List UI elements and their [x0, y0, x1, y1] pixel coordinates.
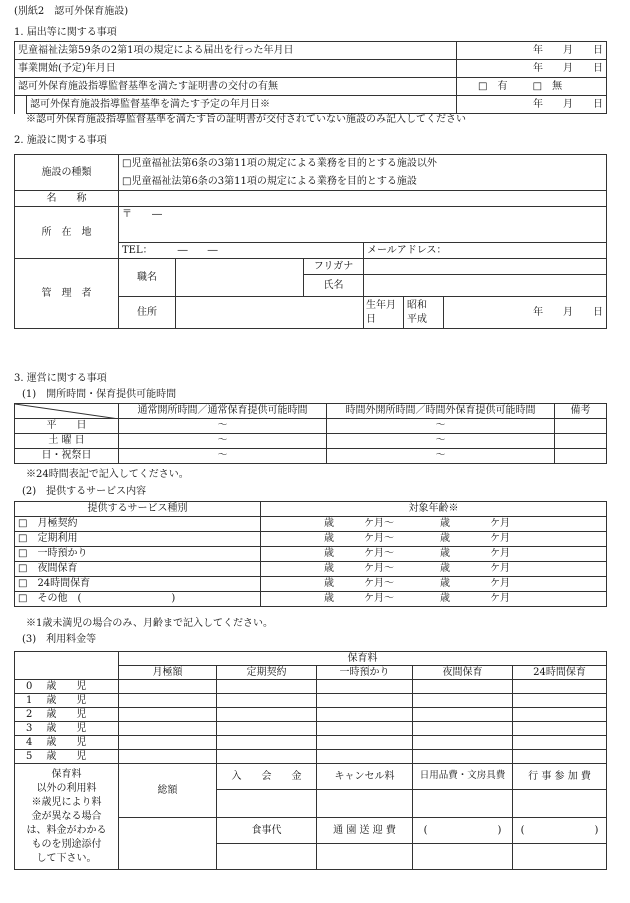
fee-cell[interactable] — [217, 736, 317, 750]
hours-remarks-field[interactable] — [555, 419, 607, 434]
facility-name-field[interactable] — [119, 191, 607, 207]
hours-note: ※24時間表記で記入してください。 — [26, 469, 189, 480]
bus-fee-label: 通 園 送 迎 費 — [317, 818, 413, 844]
services-table — [14, 501, 607, 607]
fee-cell[interactable] — [317, 708, 413, 722]
fees-col-monthly: 月極額 — [119, 666, 217, 680]
fees-title: (3) 利用料金等 — [22, 634, 97, 645]
fees-header: 保育料 — [119, 652, 607, 666]
services-title: (2) 提供するサービス内容 — [22, 486, 147, 497]
planned-date-field[interactable]: 年 月 日 — [457, 96, 607, 114]
age-from: 歳 ケ月～ — [324, 578, 394, 590]
services-col-type: 提供するサービス種別 — [15, 502, 261, 517]
service-age-field[interactable] — [261, 532, 607, 547]
hours-extra-field[interactable]: ～ — [327, 419, 555, 434]
position-field[interactable] — [176, 259, 304, 297]
furigana-field[interactable] — [364, 259, 607, 275]
total-label: 総額 — [119, 764, 217, 818]
fees-col-night: 夜間保育 — [413, 666, 513, 680]
fees-col-temporary: 一時預かり — [317, 666, 413, 680]
section2-table — [14, 154, 607, 329]
total-field[interactable] — [119, 818, 217, 870]
service-regular-checkbox[interactable]: □ 定期利用 — [15, 532, 261, 547]
service-24h-checkbox[interactable]: □ 24時間保育 — [15, 577, 261, 592]
service-monthly-checkbox[interactable]: □ 月極契約 — [15, 517, 261, 532]
service-age-field[interactable] — [261, 547, 607, 562]
age-from: 歳 ケ月～ — [324, 518, 394, 530]
person-name-field[interactable] — [364, 275, 607, 297]
start-date-label: 事業開始(予定)年月日 — [15, 60, 457, 78]
section1-title: 1. 届出等に関する事項 — [14, 27, 117, 38]
hours-remarks-field[interactable] — [555, 434, 607, 449]
fees-corner — [15, 652, 119, 680]
fee-cell[interactable] — [317, 750, 413, 764]
hours-row-label: 土 曜 日 — [15, 434, 119, 449]
certificate-no-checkbox[interactable]: □ 無 — [532, 80, 563, 92]
fee-cell[interactable] — [413, 708, 513, 722]
supplies-fee-field[interactable] — [413, 790, 513, 818]
filing-date-field[interactable]: 年 月 日 — [457, 42, 607, 60]
facility-type-option1[interactable]: □児童福祉法第6条の3第11項の規定による業務を目的とする施設以外 — [119, 155, 607, 173]
section1-note: ※認可外保育施設指導監督基準を満たす旨の証明書が交付されていない施設のみ記入してください — [26, 114, 466, 125]
service-other-checkbox[interactable]: □ その他 ( ) — [15, 592, 261, 607]
manager-label: 管 理 者 — [15, 259, 119, 329]
start-date-field[interactable]: 年 月 日 — [457, 60, 607, 78]
fee-cell[interactable] — [413, 750, 513, 764]
position-label: 職名 — [119, 259, 176, 297]
era-showa: 昭和 — [407, 299, 427, 311]
cancel-fee-label: キャンセル料 — [317, 764, 413, 790]
fee-cell[interactable] — [413, 736, 513, 750]
custom-fee-field-2[interactable]: ( ) — [513, 818, 607, 844]
fee-cell[interactable] — [217, 708, 317, 722]
page-header: (別紙2 認可外保育施設) — [14, 6, 129, 17]
age-row-label: 0 歳 児 — [15, 680, 119, 694]
hours-extra-field[interactable]: ～ — [327, 434, 555, 449]
age-row-label: 4 歳 児 — [15, 736, 119, 750]
fee-cell[interactable] — [119, 708, 217, 722]
fee-cell[interactable] — [119, 722, 217, 736]
age-to: 歳 ケ月 — [440, 578, 510, 590]
fee-cell[interactable] — [217, 694, 317, 708]
age-from: 歳 ケ月～ — [324, 548, 394, 560]
entry-fee-label: 入 会 金 — [217, 764, 317, 790]
age-to: 歳 ケ月 — [440, 563, 510, 575]
hours-col-extra: 時間外開所時間／時間外保育提供可能時間 — [327, 404, 555, 419]
fee-cell[interactable] — [513, 680, 607, 694]
service-temporary-checkbox[interactable]: □ 一時預かり — [15, 547, 261, 562]
hours-row-label: 平 日 — [15, 419, 119, 434]
services-col-age: 対象年齢※ — [261, 502, 607, 517]
person-name-label: 氏名 — [304, 275, 364, 297]
birth-label: 生年月日 — [364, 297, 404, 329]
hours-table — [14, 403, 607, 464]
address-label: 所 在 地 — [15, 207, 119, 259]
fee-cell[interactable] — [513, 736, 607, 750]
service-age-field[interactable] — [261, 592, 607, 607]
age-row-label: 3 歳 児 — [15, 722, 119, 736]
fee-cell[interactable] — [413, 722, 513, 736]
meal-fee-field[interactable] — [217, 844, 317, 870]
facility-type-label: 施設の種類 — [15, 155, 119, 191]
meal-fee-label: 食事代 — [217, 818, 317, 844]
hours-normal-field[interactable]: ～ — [119, 419, 327, 434]
service-age-field[interactable] — [261, 562, 607, 577]
fee-cell[interactable] — [513, 750, 607, 764]
service-night-checkbox[interactable]: □ 夜間保育 — [15, 562, 261, 577]
fees-table — [14, 651, 607, 870]
hours-col-normal: 通常開所時間／通常保育提供可能時間 — [119, 404, 327, 419]
era-options[interactable] — [404, 297, 444, 329]
custom-fee-field-1[interactable]: ( ) — [413, 818, 513, 844]
fee-cell[interactable] — [119, 736, 217, 750]
section3-title: 3. 運営に関する事項 — [14, 373, 107, 384]
facility-name-label: 名 称 — [15, 191, 119, 207]
services-note: ※1歳未満児の場合のみ、月齢まで記入してください。 — [26, 618, 273, 629]
residence-field[interactable] — [176, 297, 364, 329]
fee-cell[interactable] — [513, 722, 607, 736]
service-age-field[interactable] — [261, 577, 607, 592]
age-from: 歳 ケ月～ — [324, 533, 394, 545]
section2-title: 2. 施設に関する事項 — [14, 135, 107, 146]
hours-extra-field[interactable]: ～ — [327, 449, 555, 464]
fee-cell[interactable] — [513, 694, 607, 708]
age-to: 歳 ケ月 — [440, 518, 510, 530]
email-field[interactable]: メールアドレス： — [364, 243, 607, 259]
hours-normal-field[interactable]: ～ — [119, 434, 327, 449]
fee-cell[interactable] — [119, 750, 217, 764]
age-to: 歳 ケ月 — [440, 593, 510, 605]
fee-cell[interactable] — [513, 708, 607, 722]
fee-cell[interactable] — [217, 722, 317, 736]
diagonal-line — [15, 404, 119, 419]
fees-col-regular: 定期契約 — [217, 666, 317, 680]
fee-cell[interactable] — [413, 694, 513, 708]
hours-remarks-field[interactable] — [555, 449, 607, 464]
service-age-field[interactable] — [261, 517, 607, 532]
age-from: 歳 ケ月～ — [324, 563, 394, 575]
fee-cell[interactable] — [119, 680, 217, 694]
fee-cell[interactable] — [217, 680, 317, 694]
other-fees-label: 保育料 以外の利用料 ※歳児により料 金が異なる場合 は、料金がわかる ものを別途添付 して下さい。 — [15, 764, 119, 870]
certificate-options — [457, 78, 607, 96]
hours-corner — [15, 404, 119, 419]
entry-fee-field[interactable] — [217, 790, 317, 818]
certificate-label: 認可外保育施設指導監督基準を満たす証明書の交付の有無 — [15, 78, 457, 96]
fee-cell[interactable] — [119, 694, 217, 708]
fee-cell[interactable] — [317, 694, 413, 708]
hours-normal-field[interactable]: ～ — [119, 449, 327, 464]
age-row-label: 2 歳 児 — [15, 708, 119, 722]
event-fee-label: 行 事 参 加 費 — [513, 764, 607, 790]
tel-field[interactable]: TEL： ― ― — [119, 243, 364, 259]
custom-fee-value-2[interactable] — [513, 844, 607, 870]
age-row-label: 5 歳 児 — [15, 750, 119, 764]
hours-col-remarks: 備考 — [555, 404, 607, 419]
bus-fee-field[interactable] — [317, 844, 413, 870]
planned-date-label: 認可外保育施設指導監督基準を満たす予定の年月日※ — [27, 96, 457, 114]
fee-cell[interactable] — [217, 750, 317, 764]
event-fee-field[interactable] — [513, 790, 607, 818]
age-row-label: 1 歳 児 — [15, 694, 119, 708]
certificate-yes-checkbox[interactable]: □ 有 — [478, 80, 508, 92]
era-heisei: 平成 — [407, 313, 427, 325]
fees-col-24h: 24時間保育 — [513, 666, 607, 680]
custom-fee-value-1[interactable] — [413, 844, 513, 870]
hours-row-label: 日・祝祭日 — [15, 449, 119, 464]
age-from: 歳 ケ月～ — [324, 593, 394, 605]
facility-type-option2[interactable]: □児童福祉法第6条の3第11項の規定による業務を目的とする施設 — [119, 173, 607, 191]
furigana-label: フリガナ — [304, 259, 364, 275]
age-to: 歳 ケ月 — [440, 533, 510, 545]
cancel-fee-field[interactable] — [317, 790, 413, 818]
hours-title: (1) 開所時間・保育提供可能時間 — [22, 389, 177, 400]
postal-field[interactable]: 〒 ― — [119, 207, 607, 243]
birth-date-field[interactable]: 年 月 日 — [444, 297, 607, 329]
filing-date-label: 児童福祉法第59条の2第1項の規定による届出を行った年月日 — [15, 42, 457, 60]
section1-table — [14, 41, 607, 114]
fee-cell[interactable] — [317, 736, 413, 750]
age-to: 歳 ケ月 — [440, 548, 510, 560]
supplies-fee-label: 日用品費・文房具費 — [413, 764, 513, 790]
fee-cell[interactable] — [317, 722, 413, 736]
fee-cell[interactable] — [317, 680, 413, 694]
fee-cell[interactable] — [413, 680, 513, 694]
residence-label: 住所 — [119, 297, 176, 329]
indent-cell — [15, 96, 27, 114]
